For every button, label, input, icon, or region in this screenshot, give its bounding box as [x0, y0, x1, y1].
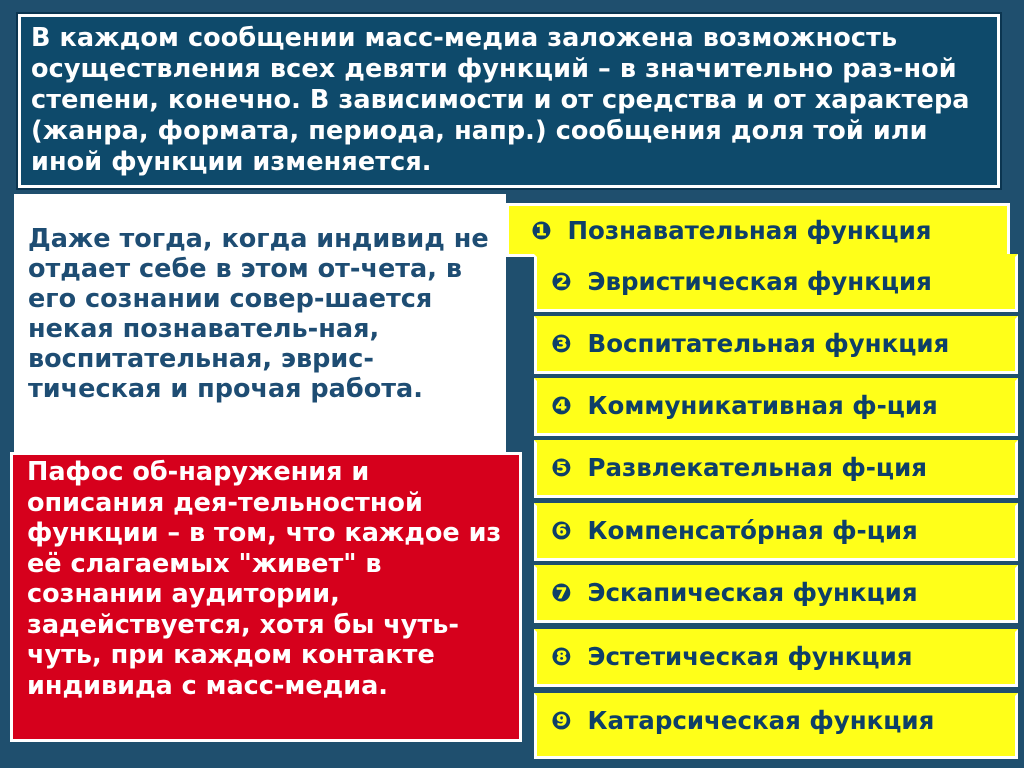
function-item-6 [534, 503, 1018, 561]
number-9-icon: ❾ [551, 706, 572, 735]
number-4-icon: ❹ [551, 391, 572, 420]
function-label: Развлекательная ф-ция [587, 453, 927, 482]
function-label: Эвристическая функция [587, 267, 932, 296]
pathos-text: Пафос об-наружения и описания дея-тельностной функции – в том, что каждое из её слагаемых "живет" в сознании аудитории, задействуется, хотя бы чуть-чуть, при каждом контакте индивида с масс-медиа. [27, 457, 502, 701]
number-3-icon: ❸ [551, 329, 572, 358]
note-text-box [12, 192, 508, 476]
function-item-7 [534, 565, 1018, 623]
number-6-icon: ❻ [551, 516, 572, 545]
function-label: Эскапическая функция [587, 578, 918, 607]
function-item-4 [534, 378, 1018, 436]
number-7-icon: ❼ [551, 578, 572, 607]
function-item-2 [534, 254, 1018, 312]
function-label: Познавательная функция [567, 216, 932, 245]
number-5-icon: ❺ [551, 453, 572, 482]
intro-text: В каждом сообщении масс-медиа заложена возможность осуществления всех девяти функций – в значительно раз-ной степени, конечно. В зависимости и от средства и от характера (жанра, формата, периода, напр.) сообщения доля той или иной функции изменяется. [31, 23, 970, 177]
function-item-8 [534, 629, 1018, 687]
note-text: Даже тогда, когда индивид не отдает себе в этом от-чета, в его сознании совер-шается некая познаватель-ная, воспитательная, эврис-тическая и прочая работа. [28, 224, 489, 404]
pathos-text-box [10, 452, 522, 742]
function-item-9 [534, 693, 1018, 759]
function-item-5 [534, 440, 1018, 498]
function-label: Катарсическая функция [587, 706, 935, 735]
function-item-1 [506, 203, 1010, 257]
intro-text-box [18, 14, 1000, 188]
function-item-3 [534, 316, 1018, 374]
number-8-icon: ❽ [551, 642, 572, 671]
number-1-icon: ❶ [531, 216, 552, 245]
function-label: Эстетическая функция [587, 642, 913, 671]
number-2-icon: ❷ [551, 267, 572, 296]
function-label: Коммуникативная ф-ция [587, 391, 938, 420]
function-label: Воспитательная функция [587, 329, 950, 358]
function-label: Компенсатóрная ф-ция [587, 516, 918, 545]
functions-list [506, 203, 1018, 763]
